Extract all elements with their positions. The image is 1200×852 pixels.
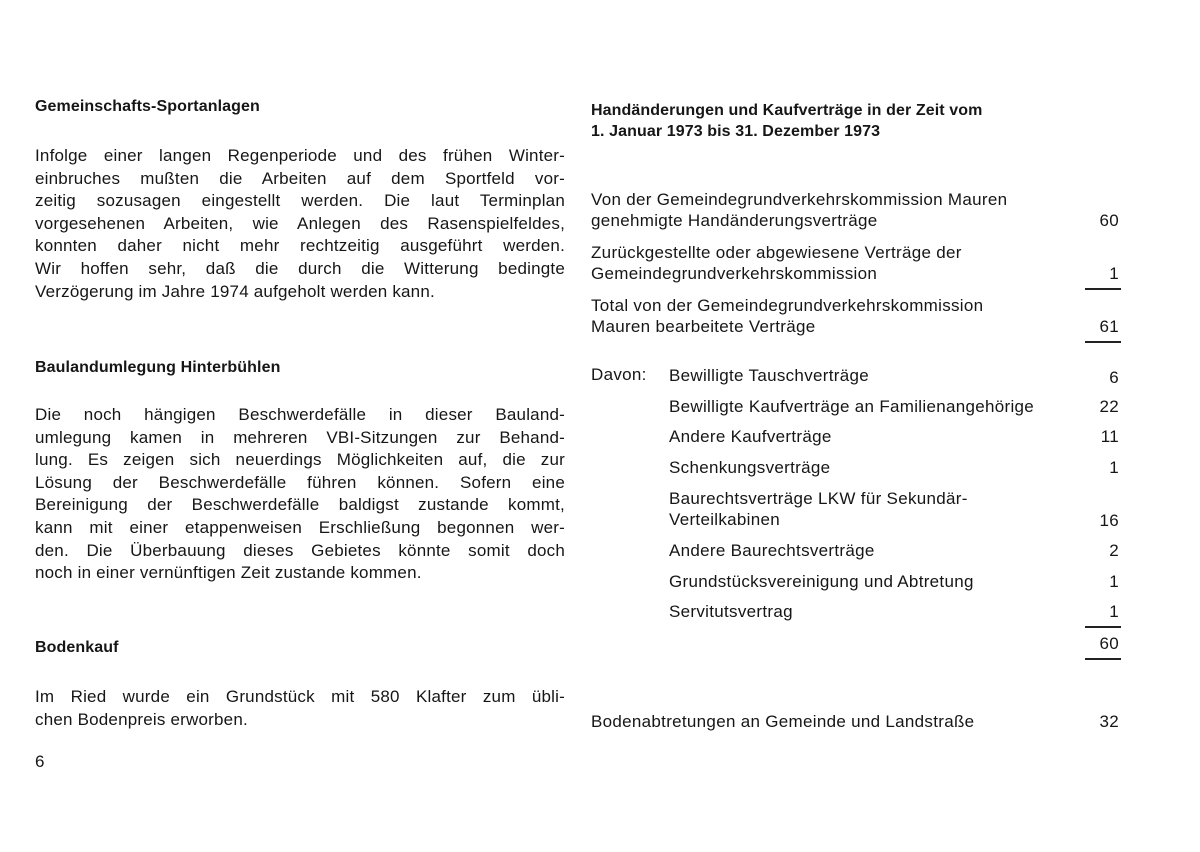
item-label-line: Verteilkabinen xyxy=(669,510,780,529)
davon-label: Davon: xyxy=(591,365,647,384)
row-value: 1 xyxy=(1109,264,1119,283)
total-rule xyxy=(1085,341,1121,343)
item-value: 22 xyxy=(1099,397,1119,416)
total-rule xyxy=(1085,658,1121,660)
item-label-line: Baurechtsverträge LKW für Sekundär- xyxy=(669,489,968,508)
item-label: Andere Kaufverträge xyxy=(669,427,832,446)
text-line: chen Bodenpreis erworben. xyxy=(35,709,248,729)
item-label: Bewilligte Kaufverträge an Familienangehörige xyxy=(669,397,1035,416)
item-label: Bewilligte Tauschverträge xyxy=(669,366,869,385)
row-value: 61 xyxy=(1099,317,1119,336)
row-label-line: Mauren bearbeitete Verträge xyxy=(591,317,816,336)
row-label xyxy=(591,189,1071,231)
text-line: Wir hoffen sehr, daß die durch die Witterung bedingte xyxy=(35,258,565,278)
item-value: 2 xyxy=(1109,541,1119,560)
text-line: einbruches mußten die Arbeiten auf dem Sportfeld vor- xyxy=(35,168,565,188)
item-label: Grundstücksvereinigung und Abtretung xyxy=(669,572,974,591)
row-label xyxy=(591,242,1071,284)
item-label: Servitutsvertrag xyxy=(669,602,793,621)
paragraph-sportanlagen xyxy=(35,145,565,303)
heading-baulandumlegung: Baulandumlegung Hinterbühlen xyxy=(35,359,281,376)
heading-bodenkauf: Bodenkauf xyxy=(35,639,119,656)
text-line: vorgesehenen Arbeiten, wie Anlegen des Rasenspielfeldes, xyxy=(35,213,565,233)
sum-rule xyxy=(1085,626,1121,628)
item-label xyxy=(669,488,1089,530)
heading-zeitraum: 1. Januar 1973 bis 31. Dezember 1973 xyxy=(591,123,881,140)
text-line: Bereinigung der Beschwerdefälle baldigst zustande kommt, xyxy=(35,495,565,515)
paragraph-bodenkauf xyxy=(35,686,565,731)
text-line: Im Ried wurde ein Grundstück mit 580 Klafter zum übli- xyxy=(35,687,565,706)
text-line: den. Die Überbauung dieses Gebietes könnte somit doch xyxy=(35,540,565,560)
row-label xyxy=(591,295,1071,337)
text-line: Verzögerung im Jahre 1974 aufgeholt werden kann. xyxy=(35,281,435,301)
row-label-line: genehmigte Handänderungsverträge xyxy=(591,211,878,230)
text-line: umlegung kamen in mehreren VBI-Sitzungen zur Behand- xyxy=(35,427,565,447)
text-line: Lösung der Beschwerdefälle führen können. Sofern eine xyxy=(35,472,565,492)
davon-total-value: 60 xyxy=(1099,634,1119,653)
heading-sportanlagen: Gemeinschafts-Sportanlagen xyxy=(35,98,260,115)
item-value: 1 xyxy=(1109,602,1119,621)
sum-rule xyxy=(1085,288,1121,290)
page-number: 6 xyxy=(35,752,45,771)
row-label-line: Zurückgestellte oder abgewiesene Verträge der xyxy=(591,243,962,262)
item-value: 16 xyxy=(1099,511,1119,530)
text-line: Die noch hängigen Beschwerdefälle in dieser Bauland- xyxy=(35,405,565,424)
item-label: Schenkungsverträge xyxy=(669,458,831,477)
item-value: 1 xyxy=(1109,572,1119,591)
item-value: 1 xyxy=(1109,458,1119,477)
row-label: Bodenabtretungen an Gemeinde und Landstraße xyxy=(591,712,975,731)
row-value: 32 xyxy=(1099,712,1119,731)
row-value: 60 xyxy=(1099,211,1119,230)
row-label-line: Gemeindegrundverkehrskommission xyxy=(591,264,878,283)
row-label-line: Von der Gemeindegrundverkehrskommission Mauren xyxy=(591,190,1008,209)
item-value: 11 xyxy=(1100,427,1119,446)
text-line: Infolge einer langen Regenperiode und des frühen Winter- xyxy=(35,146,565,165)
row-label-line: Total von der Gemeindegrundverkehrskommission xyxy=(591,296,984,315)
text-line: lung. Es zeigen sich neuerdings Möglichkeiten auf, die zur xyxy=(35,450,565,470)
text-line: zeitig sozusagen eingestellt werden. Die laut Terminplan xyxy=(35,191,565,211)
text-line: konnten daher nicht mehr rechtzeitig ausgeführt werden. xyxy=(35,236,565,256)
heading-handaenderungen: Handänderungen und Kaufverträge in der Zeit vom xyxy=(591,102,983,119)
text-line: noch in einer vernünftigen Zeit zustande kommen. xyxy=(35,563,422,583)
text-line: kann mit einer etappenweisen Erschließung begonnen wer- xyxy=(35,517,565,537)
item-value: 6 xyxy=(1109,368,1119,387)
item-label: Andere Baurechtsverträge xyxy=(669,541,875,560)
paragraph-baulandumlegung xyxy=(35,404,565,585)
